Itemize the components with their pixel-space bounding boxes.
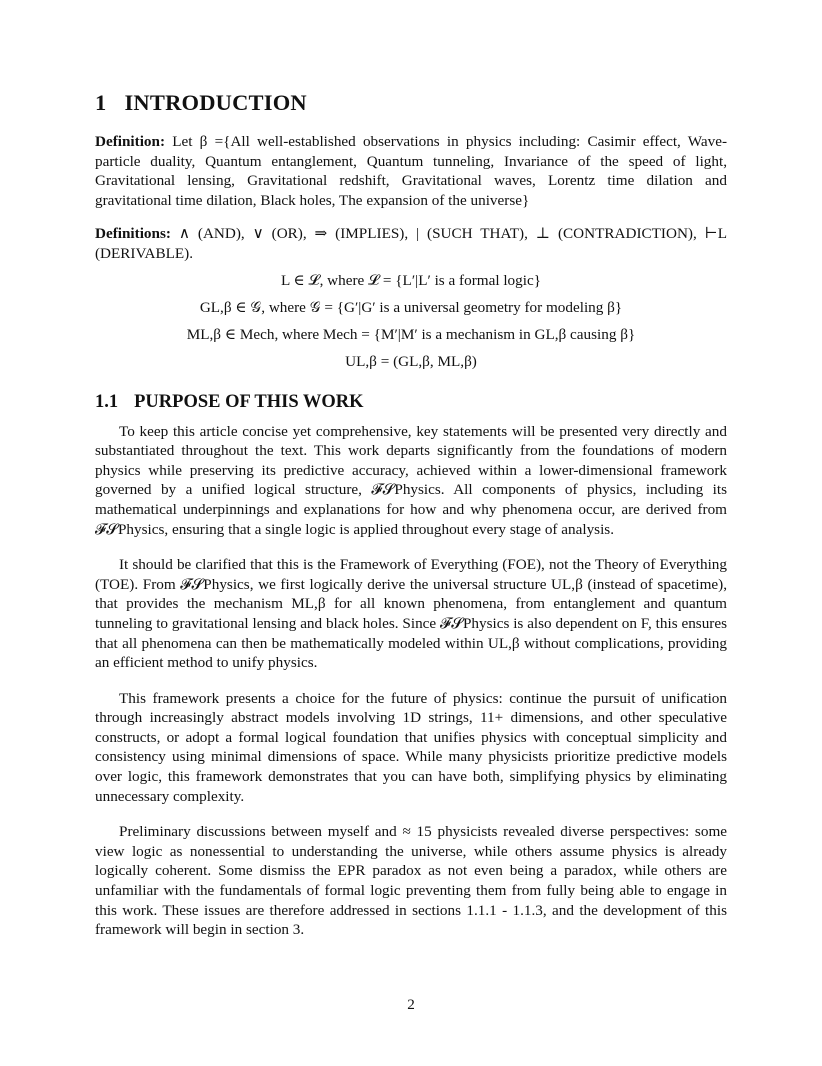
page-content bbox=[95, 88, 727, 940]
definition-text: Let β ={All well-established observations in physics including: Casimir effect, Wave-particle duality, Quantum entanglement, Quantum tunneling, Invariance of the speed of light, Gravitational lensing, Gravitational redshift, Gravitational waves, Lorentz time dilation and gravitational time dilation, Black holes, The expansion of the universe} bbox=[95, 133, 728, 209]
equation-mechanism: ML,β ∈ Mech, where Mech = {M′|M′ is a mechanism in GL,β causing β} bbox=[186, 325, 636, 343]
paragraph-2: It should be clarified that this is the Framework of Everything (FOE), not the Theory of Everything (TOE). From 𝓕𝓢Physics, we first logically derive the universal structure UL,β (instead of spacetime), that provides the mechanism ML,β for all known phenomena, from entanglement and quantum tunneling to gravitational lensing and black holes. Since 𝓕𝓢Physics is also dependent on F, this ensures that all phenomena can then be mathematically modeled within UL,β without complications, providing an efficient method to unify physics. bbox=[95, 556, 727, 672]
equation-universal-structure: UL,β = (GL,β, ML,β) bbox=[345, 352, 477, 370]
equation-logic: L ∈ 𝓛, where 𝓛 = {L′|L′ is a formal logic} bbox=[280, 271, 541, 289]
definition-label: Definition: bbox=[95, 133, 166, 150]
page-number: 2 bbox=[407, 996, 415, 1013]
paragraph-1: To keep this article concise yet comprehensive, key statements will be presented very directly and substantiated throughout the text. This work departs significantly from the foundations of modern physics while preserving its predictive accuracy, achieved within a lower-dimensional framework governed by a unified logical structure, 𝓕𝓢Physics. All components of physics, including its mathematical underpinnings and explanations for how and why phenomena occur, are derived from 𝓕𝓢Physics, ensuring that a single logic is applied throughout every stage of analysis. bbox=[95, 422, 727, 538]
paragraph-4: Preliminary discussions between myself and ≈ 15 physicists revealed diverse perspectives: some view logic as nonessential to understanding the universe, while others assume physics is already logically coherent. Some dismiss the EPR paradox as not even being a paradox, while others are unfamiliar with the fundamentals of formal logic preventing them from fully being able to engage in this work. These issues are therefore addressed in sections 1.1.1 - 1.1.3, and the development of this framework will begin in section 3. bbox=[95, 823, 727, 939]
definitions-paragraph bbox=[95, 224, 727, 263]
section-title: INTRODUCTION bbox=[124, 90, 307, 115]
subsection-number: 1.1 bbox=[95, 391, 119, 412]
subsection-heading bbox=[95, 390, 727, 414]
definitions-label: Definitions: bbox=[95, 225, 171, 243]
definition-paragraph bbox=[95, 132, 727, 210]
subsection-title: PURPOSE OF THIS WORK bbox=[134, 391, 364, 412]
paragraph-3: This framework presents a choice for the future of physics: continue the pursuit of unification through increasingly abstract models involving 1D strings, 11+ dimensions, and other speculative constructs, or adopt a formal logical foundation that unifies physics with conceptual simplicity and consistency using minimal dimensions of space. While many physicists prioritize predictive models over logic, this framework demonstrates that you can have both, simplifying physics by eliminating unnecessary complexity. bbox=[95, 689, 727, 805]
section-number: 1 bbox=[95, 90, 107, 115]
section-heading bbox=[95, 88, 727, 118]
definitions-text: ∧ (AND), ∨ (OR), ⇒ (IMPLIES), | (SUCH THAT), ⊥ (CONTRADICTION), ⊢L (DERIVABLE). bbox=[95, 225, 728, 262]
equation-geometry: GL,β ∈ 𝒢, where 𝒢 = {G′|G′ is a universal geometry for modeling β} bbox=[199, 298, 623, 316]
